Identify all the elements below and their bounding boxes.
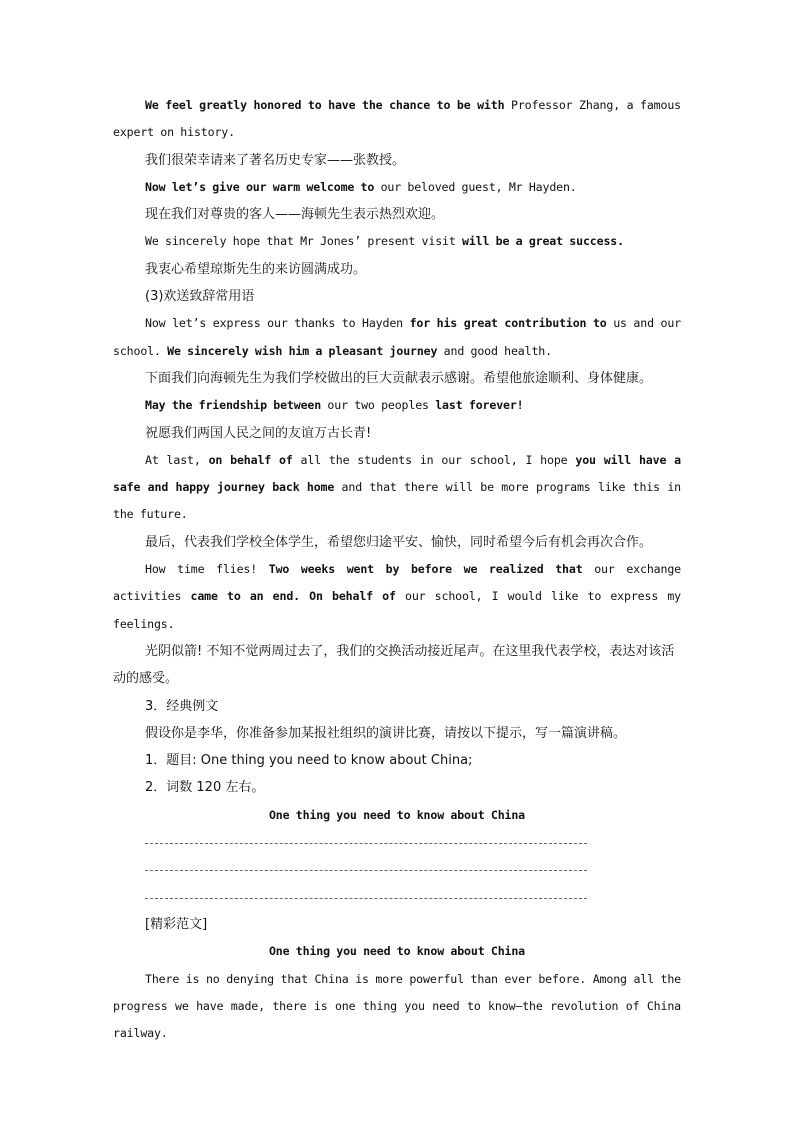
bold-phrase: on behalf of (208, 452, 293, 467)
answer-line (113, 829, 681, 856)
task-item: 2．词数 120 左右。 (145, 780, 265, 796)
bold-phrase: Now let’s give our warm welcome to (145, 179, 375, 194)
translation: 我们很荣幸请来了著名历史专家——张教授。 (145, 152, 406, 168)
text: us and our school. (113, 316, 681, 358)
answer-line (113, 856, 681, 883)
text: How time flies! (145, 562, 269, 577)
text: our school, I would like to express my feelings. (113, 589, 681, 631)
essay-title: One thing you need to know about China (268, 807, 526, 822)
text: Professor Zhang, a famous expert on history. (113, 98, 681, 140)
translation: 祝愿我们两国人民之间的友谊万古长青! (145, 425, 372, 441)
paragraph (113, 310, 681, 365)
essay-title: One thing you need to know about China (268, 944, 526, 959)
section-heading: [精彩范文] (145, 916, 208, 932)
bold-phrase: for his great contribution to (409, 316, 607, 331)
bold-phrase: Two weeks went by before we realized that (268, 562, 583, 577)
bold-phrase: May the friendship between (145, 398, 322, 413)
paragraph (113, 228, 681, 255)
text: At last, (145, 452, 209, 467)
text: all the students in our school, I hope (292, 452, 576, 467)
translation: 我衷心希望琼斯先生的来访圆满成功。 (145, 261, 367, 277)
bold-phrase: We sincerely wish him a pleasant journey (167, 343, 438, 358)
bold-phrase: will be a great success. (462, 234, 624, 249)
text: our beloved guest, Mr Hayden. (374, 179, 577, 194)
paragraph (113, 556, 681, 638)
bold-phrase: We feel greatly honored to have the chance to be with (145, 98, 505, 112)
essay-paragraph: There is no denying that China is more powerful than ever before. Among all the progress we have made, there is one thing you need to know—the revolution of China railway. (113, 971, 681, 1041)
text: our two peoples (321, 398, 436, 413)
task-item: 1．题目: One thing you need to know about China; (145, 753, 473, 769)
paragraph (113, 92, 681, 147)
task-prompt: 假设你是李华，你准备参加某报社组织的演讲比赛，请按以下提示，写一篇演讲稿。 (145, 725, 627, 741)
paragraph (113, 447, 681, 529)
paragraph (113, 392, 681, 419)
translation: 最后，代表我们学校全体学生，希望您归途平安、愉快，同时希望今后有机会再次合作。 (145, 534, 653, 550)
text: and good health. (437, 343, 552, 358)
bold-phrase: last forever! (435, 398, 524, 413)
text: our exchange activities (113, 562, 681, 604)
text: and that there will be more programs like this in the future. (113, 480, 681, 522)
document-page (113, 92, 681, 1047)
translation: 下面我们向海顿先生为我们学校做出的巨大贡献表示感谢。希望他旅途顺利、身体健康。 (145, 370, 653, 386)
text: Now let’s express our thanks to Hayden (145, 316, 410, 331)
section-heading: 3．经典例文 (145, 698, 219, 714)
translation: 光阴似箭! 不知不觉两周过去了，我们的交换活动接近尾声。在这里我代表学校，表达对该活动的感受。 (113, 643, 675, 687)
text: We sincerely hope that Mr Jones’ present visit (145, 234, 463, 249)
answer-line (113, 884, 681, 911)
bold-phrase: you will have a safe and happy journey back home (113, 452, 681, 495)
bold-phrase: came to an end. On behalf of (190, 589, 396, 604)
section-heading: (3)欢送致辞常用语 (145, 289, 255, 305)
paragraph (113, 174, 681, 201)
translation: 现在我们对尊贵的客人——海顿先生表示热烈欢迎。 (145, 207, 445, 223)
